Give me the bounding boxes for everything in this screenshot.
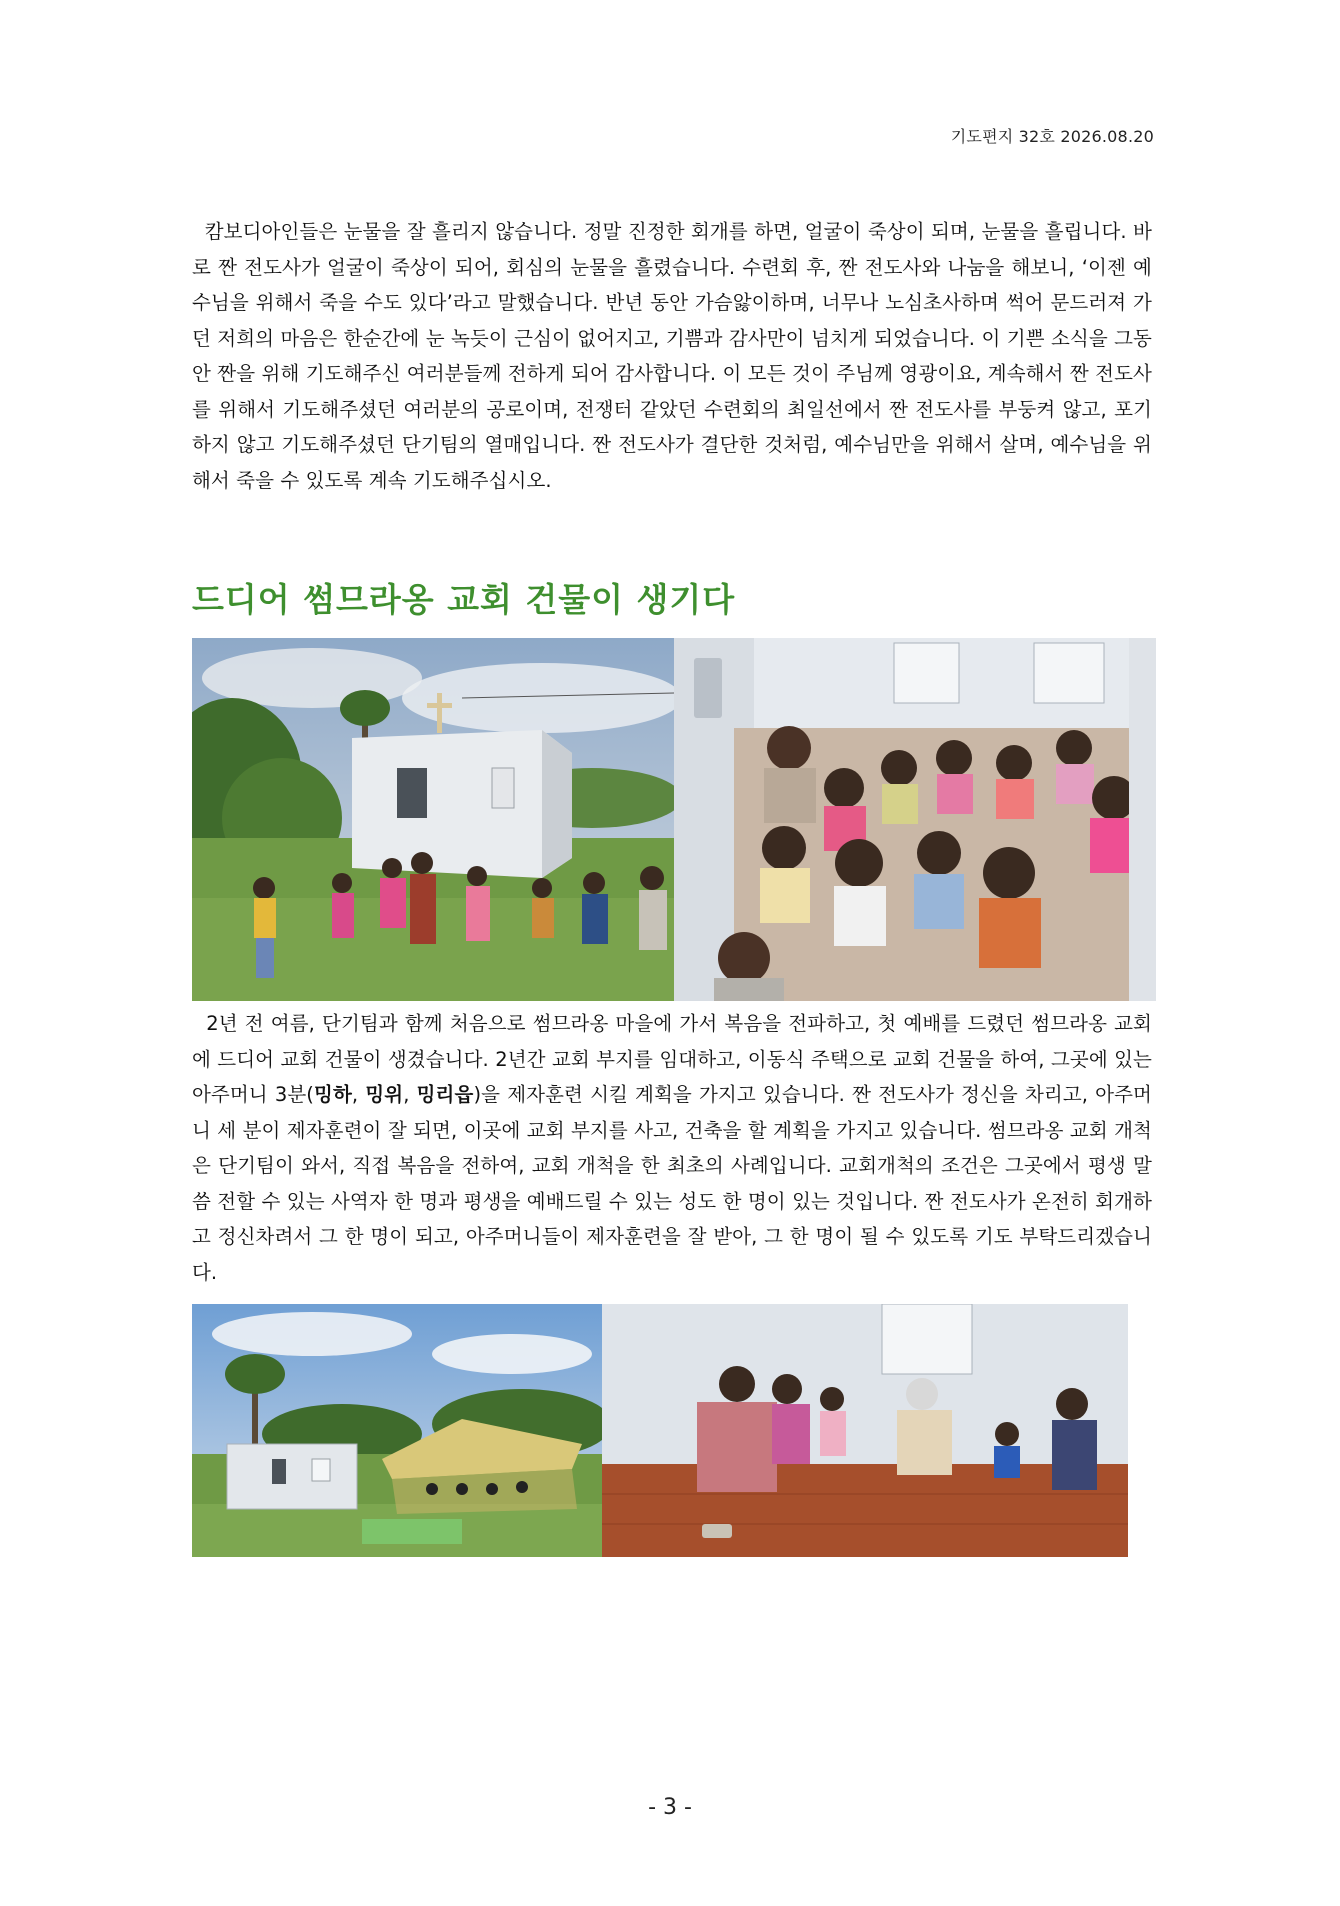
- body-paragraph-1: [192, 214, 1152, 498]
- photo-women-inside-church: [602, 1304, 1128, 1557]
- letter-header: 기도편지 32호 2026.08.20: [950, 127, 1154, 146]
- section-heading: 드디어 썸므라옹 교회 건물이 생기다: [192, 580, 736, 619]
- trainee-name-2: 밍위: [365, 1083, 404, 1106]
- name-separator: ,: [403, 1083, 417, 1106]
- photo-children-inside-church: [674, 638, 1156, 1001]
- photo-church-with-tent: [192, 1304, 602, 1557]
- paragraph-2-rest: )을 제자훈련 시킬 계획을 가지고 있습니다. 짠 전도사가 정신을 차리고, 아주머니 세 분이 제자훈련이 잘 되면, 이곳에 교회 부지를 사고, 건축을 할 계획을 가지고 있습니다. 썸므라옹 교회 개척은 단기팀이 와서, 직접 복음을 전하여, 교회 개척을 한 최초의 사례입니다. 교회개척의 조건은 그곳에서 평생 말씀 전할 수 있는 사역자 한 명과 평생을 예배드릴 수 있는 성도 한 명이 있는 것입니다. 짠 전도사가 온전히 회개하고 정신차려서 그 한 명이 되고, 아주머니들이 제자훈련을 잘 받아, 그 한 명이 될 수 있도록 기도 부탁드리겠습니다.: [192, 1083, 1152, 1284]
- name-separator: ,: [351, 1083, 366, 1106]
- paragraph-2-intro: 2년 전 여름, 단기팀과 함께 처음으로 썸므라옹 마을에 가서 복음을 전파하고, 첫 예배를 드렸던 썸므라옹 교회에 드디어 교회 건물이 생겼습니다. 2년간 교회 부지를 임대하고, 이동식 주택으로 교회 건물을 하여, 그곳에 있는 아주머니 3분(: [192, 1012, 1159, 1106]
- paragraph-1-text: 캄보디아인들은 눈물을 잘 흘리지 않습니다. 정말 진정한 회개를 하면, 얼굴이 죽상이 되며, 눈물을 흘립니다. 바로 짠 전도사가 얼굴이 죽상이 되어, 회심의 눈물을 흘렸습니다. 수련회 후, 짠 전도사와 나눔을 해보니, ‘이젠 예수님을 위해서 죽을 수도 있다’라고 말했습니다. 반년 동안 가슴앓이하며, 너무나 노심초사하며 썩어 문드러져 가던 저희의 마음은 한순간에 눈 녹듯이 근심이 없어지고, 기쁨과 감사만이 넘치게 되었습니다. 이 기쁜 소식을 그동안 짠을 위해 기도해주신 여러분들께 전하게 되어 감사합니다. 이 모든 것이 주님께 영광이요, 계속해서 짠 전도사를 위해서 기도해주셨던 여러분의 공로이며, 전쟁터 같았던 수련회의 최일선에서 짠 전도사를 부둥켜 않고, 포기하지 않고 기도해주셨던 단기팀의 열매입니다. 짠 전도사가 결단한 것처럼, 예수님만을 위해서 살며, 예수님을 위해서 죽을 수 있도록 계속 기도해주십시오.: [192, 220, 1152, 492]
- paragraph-2-text: [192, 1006, 1159, 1290]
- trainee-name-3: 밍리읍: [416, 1083, 474, 1106]
- trainee-name-1: 밍하: [314, 1083, 352, 1106]
- photo-church-building-outdoor: [192, 638, 674, 1001]
- page-number: - 3 -: [648, 1795, 692, 1820]
- body-paragraph-2: [192, 1006, 1159, 1290]
